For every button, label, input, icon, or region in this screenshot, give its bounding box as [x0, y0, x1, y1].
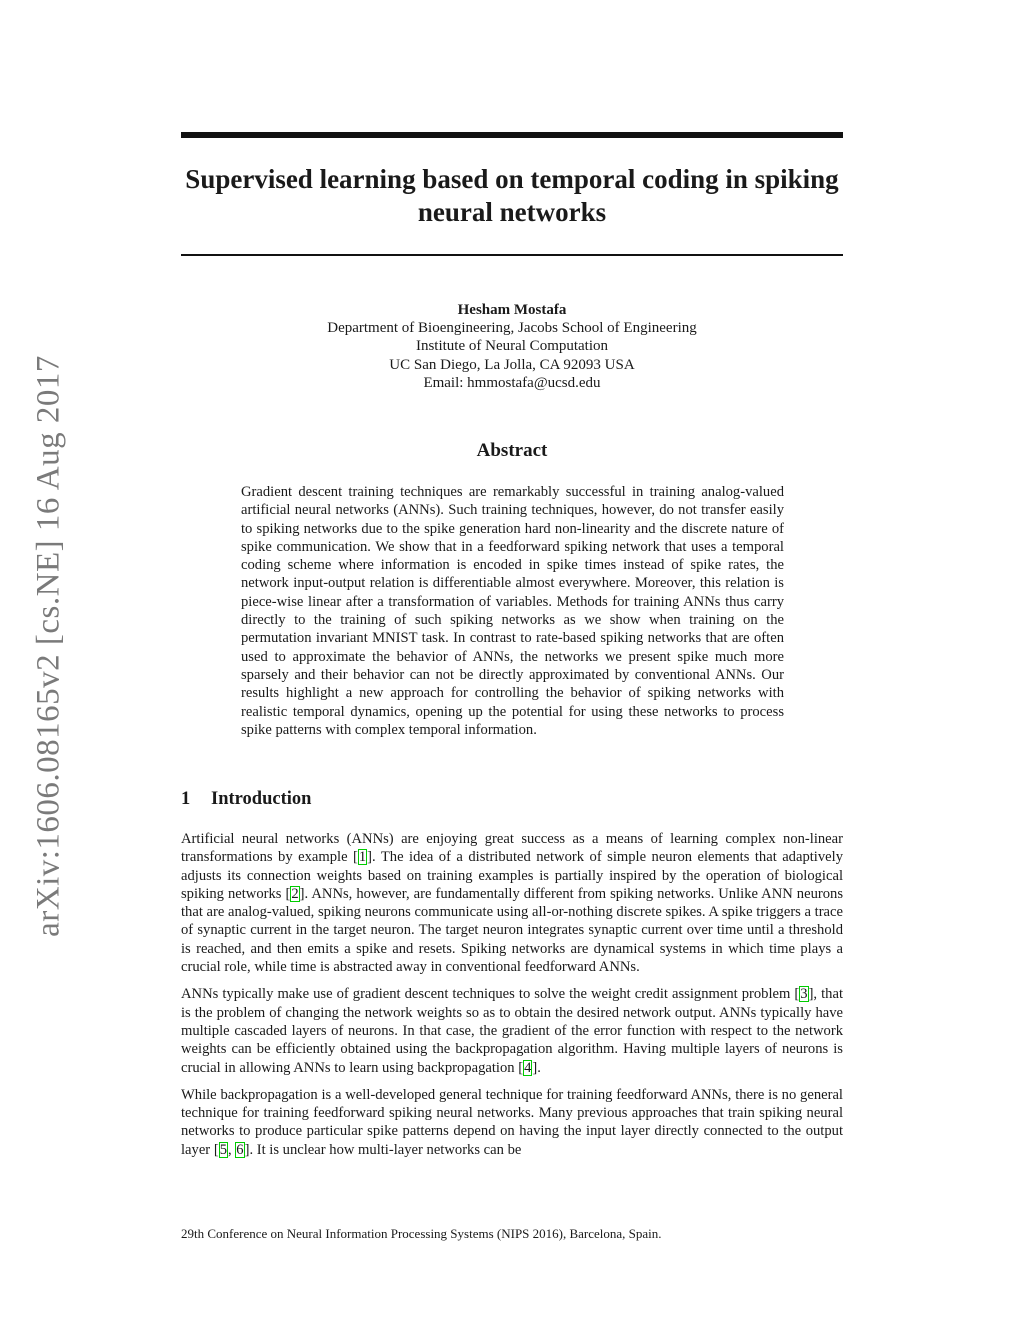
arxiv-stamp: arXiv:1606.08165v2 [cs.NE] 16 Aug 2017	[30, 355, 67, 937]
text-run: ]. ANNs, however, are fundamentally different from spiking networks. Unlike ANN neurons that are analog-valued, spiking neurons communicate using all-or-nothing discrete spikes. A spike triggers a trace of synaptic current in the target neuron. The target neuron integrates synaptic current over time until a threshold is reached, and then emits a spike and resets. Spiking networks are dynamical systems in which time plays a crucial role, while time is abstracted away in conventional feedforward ANNs.	[181, 885, 843, 976]
citation-link[interactable]: 5	[219, 1141, 227, 1158]
intro-paragraph-1	[181, 830, 843, 976]
citation-link[interactable]: 6	[236, 1141, 244, 1158]
author-affiliation-1: Department of Bioengineering, Jacobs School of Engineering	[327, 320, 697, 337]
author-address: UC San Diego, La Jolla, CA 92093 USA	[389, 356, 635, 373]
intro-paragraph-3	[181, 1086, 843, 1159]
citation-link[interactable]: 3	[800, 986, 808, 1003]
section-number: 1	[181, 789, 191, 809]
author-affiliation-2: Institute of Neural Computation	[415, 338, 609, 355]
section-title: Introduction	[211, 789, 312, 809]
section-heading	[181, 789, 311, 810]
introduction-body	[181, 830, 843, 1168]
text-run: Artificial neural networks (ANNs) are enjoying great success as a means of learning complex non-linear transformations by example [	[181, 831, 843, 866]
author-email: Email: hmmostafa@ucsd.edu	[423, 374, 601, 391]
abstract-text: Gradient descent training techniques are remarkably successful in training analog-valued artificial neural networks (ANNs). Such training techniques, however, do not transfer easily to spiking networks due to the spike generation hard non-linearity and the discrete nature of spike communication. We show that in a feedforward spiking network that uses a temporal coding scheme where information is encoded in spike times instead of spike rates, the network input-output relation is differentiable almost everywhere. Moreover, this relation is piece-wise linear after a transformation of variables. Methods for training ANNs thus carry directly to the training of such spiking networks as we show when training on the permutation invariant MNIST task. In contrast to rate-based spiking networks that are often used to approximate the behavior of ANNs, the networks we present spike much more sparsely and their behavior can not be directly approximated by conventional ANNs. Our results highlight a new approach for controlling the behavior of spiking networks with realistic temporal dynamics, opening up the potential for using these networks to process spike patterns with complex temporal information.	[241, 484, 784, 738]
intro-paragraph-2	[181, 985, 843, 1076]
author-name: Hesham Mostafa	[457, 302, 567, 318]
text-run: ]. It is unclear how multi-layer networks can be	[244, 1141, 522, 1158]
text-run: ], that is the problem of changing the network weights so as to obtain the desired network output. ANNs typically have multiple cascaded layers of neurons. In that case, the gradient of the error function with respect to the network weights can be efficiently obtained using the backpropagation algorithm. Having multiple layers of neurons is crucial in allowing ANNs to learn using backpropagation [	[181, 986, 843, 1076]
text-run: While backpropagation is a well-developed general technique for training feedforward ANNs, there is no general technique for training feedforward spiking neural networks. Many previous approaches that train spiking neural networks to produce particular spike patterns depend on having the input layer directly connected to the output layer [	[181, 1086, 843, 1158]
citation-link[interactable]: 4	[524, 1059, 532, 1076]
citation-link[interactable]: 2	[291, 885, 299, 902]
paper-title: Supervised learning based on temporal coding in spiking neural networks	[185, 164, 839, 227]
citation-link[interactable]: 1	[358, 849, 367, 866]
text-run: ANNs typically make use of gradient descent techniques to solve the weight credit assignment problem [	[181, 986, 800, 1003]
author-block	[181, 301, 843, 392]
title-bottom-rule	[181, 254, 843, 256]
text-run: ].	[532, 1059, 541, 1076]
title-top-rule	[181, 132, 843, 138]
abstract-heading: Abstract	[476, 440, 548, 461]
text-run: ]. The idea of a distributed network of simple neuron elements that adaptively adjusts its connection weights based on training examples is partially inspired by the operation of biological spiking networks [	[181, 849, 843, 902]
text-run: ,	[227, 1141, 236, 1158]
conference-footnote: 29th Conference on Neural Information Processing Systems (NIPS 2016), Barcelona, Spain.	[181, 1226, 662, 1241]
